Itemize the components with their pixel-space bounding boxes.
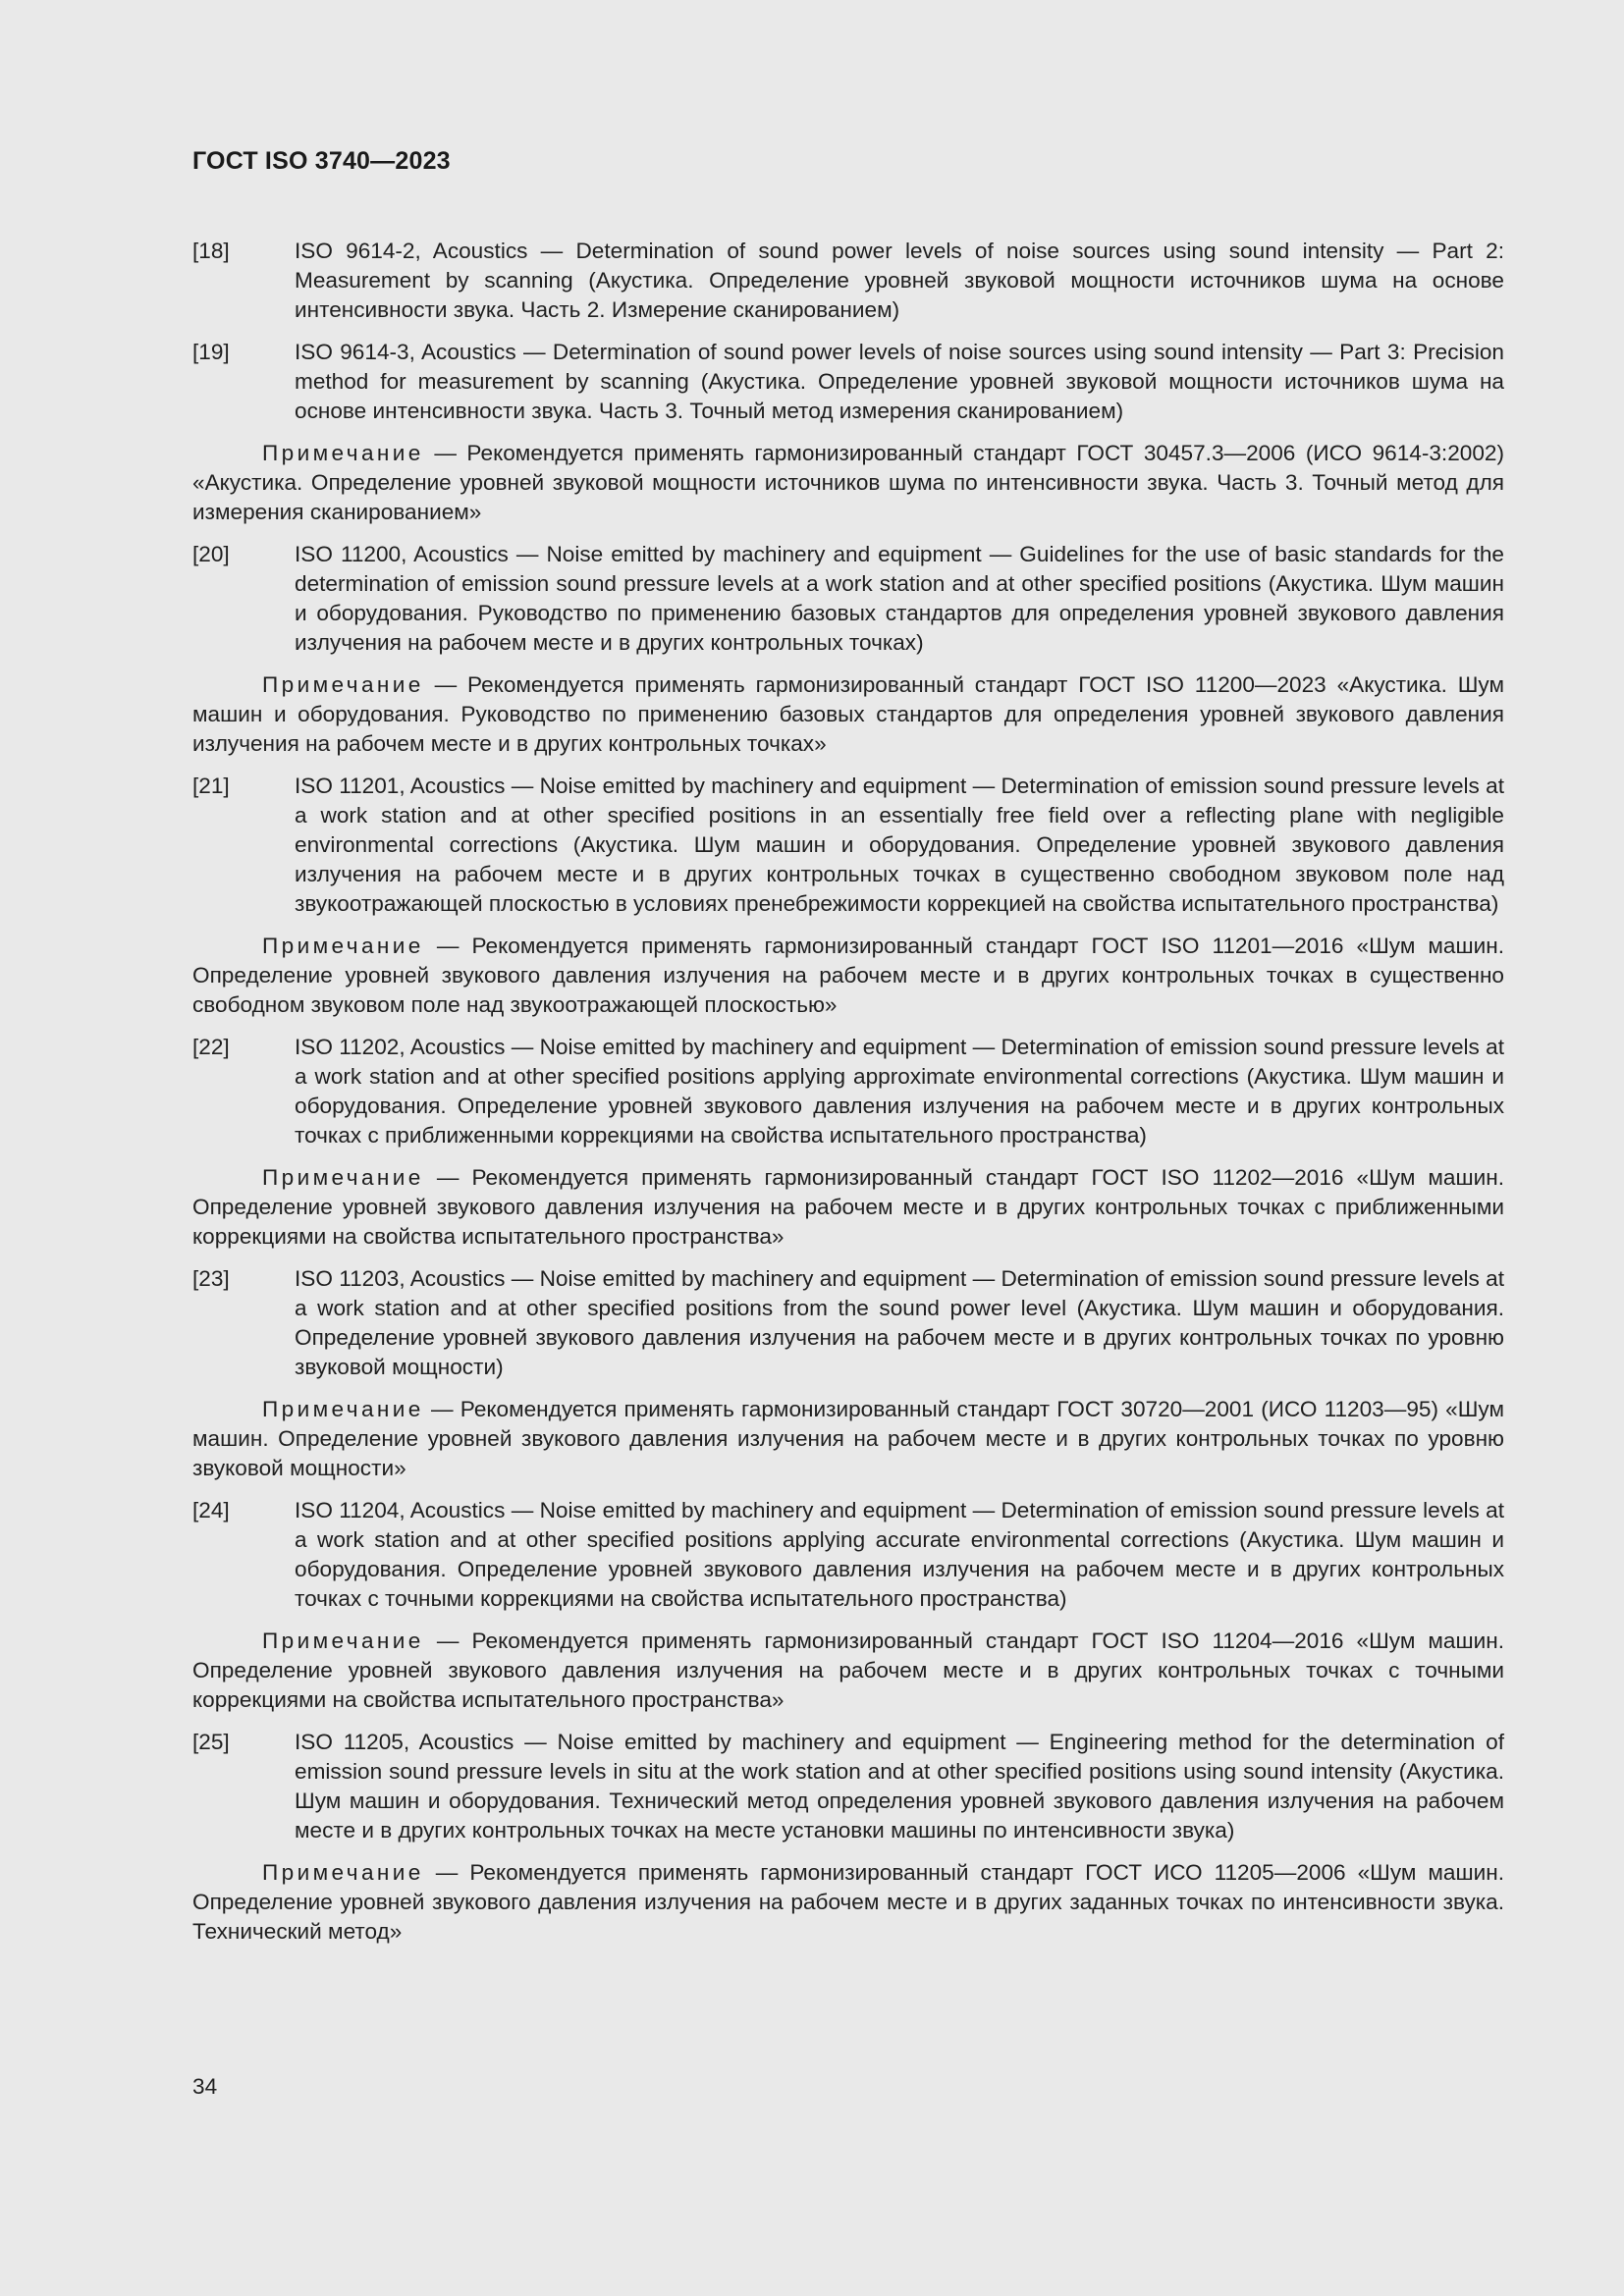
page-number: 34 — [192, 2074, 218, 2099]
note-paragraph — [192, 1163, 1504, 1252]
bibliography-list — [192, 237, 1504, 1959]
note-label: Примечание — [262, 672, 424, 697]
reference-number: [22] — [192, 1035, 230, 1059]
note-paragraph — [192, 1395, 1504, 1483]
reference-entry — [192, 338, 1504, 426]
note-paragraph — [192, 439, 1504, 527]
reference-text: ISO 11204, Acoustics — Noise emitted by machinery and equipment — Determination of emission sound pressure levels at a work station and at other specified positions applying accurate environmental corrections (Акустика. Шум машин и оборудования. Определение уровней звукового давления излучения на рабочем месте и в других контрольных точках с точными коррекциями на свойства испытательного пространства) — [295, 1498, 1504, 1611]
document-header: ГОСТ ISO 3740—2023 — [192, 147, 451, 175]
note-label: Примечание — [262, 1165, 424, 1190]
reference-entry — [192, 540, 1504, 658]
note-label: Примечание — [262, 1629, 424, 1653]
reference-text: ISO 9614-2, Acoustics — Determination of sound power levels of noise sources using sound intensity — Part 2: Measurement by scanning (Акустика. Определение уровней звуковой мощности источников шума на основе интенсивности звука. Часть 2. Измерение сканированием) — [295, 239, 1504, 322]
note-paragraph — [192, 670, 1504, 759]
note-label: Примечание — [262, 1397, 424, 1421]
note-text: — Рекомендуется применять гармонизированный стандарт ГОСТ 30457.3—2006 (ИСО 9614-3:2002) «Акустика. Определение уровней звуковой мощности источников шума по интенсивности звука. Часть 3. Точный метод для измерения сканированием» — [192, 441, 1504, 524]
reference-number: [20] — [192, 542, 230, 566]
note-label: Примечание — [262, 1860, 424, 1885]
reference-number: [19] — [192, 340, 230, 364]
note-text: — Рекомендуется применять гармонизированный стандарт ГОСТ ISO 11201—2016 «Шум машин. Определение уровней звукового давления излучения на рабочем месте и в других контрольных точках в существенно свободном звуковом поле над звукоотражающей плоскостью» — [192, 934, 1505, 1017]
note-paragraph — [192, 1858, 1504, 1947]
reference-entry — [192, 1264, 1504, 1382]
reference-entry — [192, 1033, 1504, 1150]
reference-text: ISO 11200, Acoustics — Noise emitted by machinery and equipment — Guidelines for the use of basic standards for the determination of emission sound pressure levels at a work station and at other specified positions (Акустика. Шум машин и оборудования. Руководство по применению базовых стандартов для определения уровней звукового давления излучения на рабочем месте и в других контрольных точках) — [295, 542, 1504, 655]
reference-number: [24] — [192, 1498, 230, 1522]
note-text: — Рекомендуется применять гармонизированный стандарт ГОСТ ИСО 11205—2006 «Шум машин. Определение уровней звукового давления излучения на рабочем месте и в других заданных точках по интенсивности звука. Технический метод» — [192, 1860, 1504, 1944]
note-text: — Рекомендуется применять гармонизированный стандарт ГОСТ ISO 11202—2016 «Шум машин. Определение уровней звукового давления излучения на рабочем месте и в других контрольных точках с приближенными коррекциями на свойства испытательного пространства» — [192, 1165, 1505, 1249]
reference-text: ISO 9614-3, Acoustics — Determination of sound power levels of noise sources using sound intensity — Part 3: Precision method for measurement by scanning (Акустика. Определение уровней звуковой мощности источников шума на основе интенсивности звука. Часть 3. Точный метод измерения сканированием) — [295, 340, 1504, 423]
reference-number: [21] — [192, 774, 230, 798]
note-paragraph — [192, 1627, 1504, 1715]
reference-text: ISO 11201, Acoustics — Noise emitted by machinery and equipment — Determination of emission sound pressure levels at a work station and at other specified positions in an essentially free field over a reflecting plane with negligible environmental corrections (Акустика. Шум машин и оборудования. Определение уровней звукового давления излучения на рабочем месте и в других контрольных точках в существенно свободном звуковом поле над звукоотражающей плоскостью в условиях пренебрежимости коррекцией на свойства испытательного пространства) — [295, 774, 1504, 916]
reference-text: ISO 11203, Acoustics — Noise emitted by machinery and equipment — Determination of emission sound pressure levels at a work station and at other specified positions from the sound power level (Акустика. Шум машин и оборудования. Определение уровней звукового давления излучения на рабочем месте и в других контрольных точках по уровню звуковой мощности) — [295, 1266, 1504, 1379]
reference-number: [23] — [192, 1266, 230, 1291]
reference-number: [18] — [192, 239, 230, 263]
note-text: — Рекомендуется применять гармонизированный стандарт ГОСТ ISO 11204—2016 «Шум машин. Определение уровней звукового давления излучения на рабочем месте и в других контрольных точках с точными коррекциями на свойства испытательного пространства» — [192, 1629, 1505, 1712]
note-label: Примечание — [262, 441, 424, 465]
note-text: — Рекомендуется применять гармонизированный стандарт ГОСТ 30720—2001 (ИСО 11203—95) «Шум машин. Определение уровней звукового давления излучения на рабочем месте и в других контрольных точках по уровню звуковой мощности» — [192, 1397, 1504, 1480]
note-label: Примечание — [262, 934, 424, 958]
reference-entry — [192, 1496, 1504, 1614]
reference-entry — [192, 237, 1504, 325]
reference-text: ISO 11205, Acoustics — Noise emitted by machinery and equipment — Engineering method for the determination of emission sound pressure levels in situ at the work station and at other specified positions using sound intensity (Акустика. Шум машин и оборудования. Технический метод определения уровней звукового давления излучения на рабочем месте и в других контрольных точках на месте установки машины по интенсивности звука) — [295, 1730, 1504, 1842]
reference-entry — [192, 1728, 1504, 1845]
reference-entry — [192, 772, 1504, 919]
reference-number: [25] — [192, 1730, 230, 1754]
reference-text: ISO 11202, Acoustics — Noise emitted by machinery and equipment — Determination of emission sound pressure levels at a work station and at other specified positions applying approximate environmental corrections (Акустика. Шум машин и оборудования. Определение уровней звукового давления излучения на рабочем месте и в других контрольных точках с приближенными коррекциями на свойства испытательного пространства) — [295, 1035, 1504, 1148]
note-paragraph — [192, 932, 1504, 1020]
note-text: — Рекомендуется применять гармонизированный стандарт ГОСТ ISO 11200—2023 «Акустика. Шум машин и оборудования. Руководство по применению базовых стандартов для определения уровней звукового давления излучения на рабочем месте и в других контрольных точках» — [192, 672, 1504, 756]
